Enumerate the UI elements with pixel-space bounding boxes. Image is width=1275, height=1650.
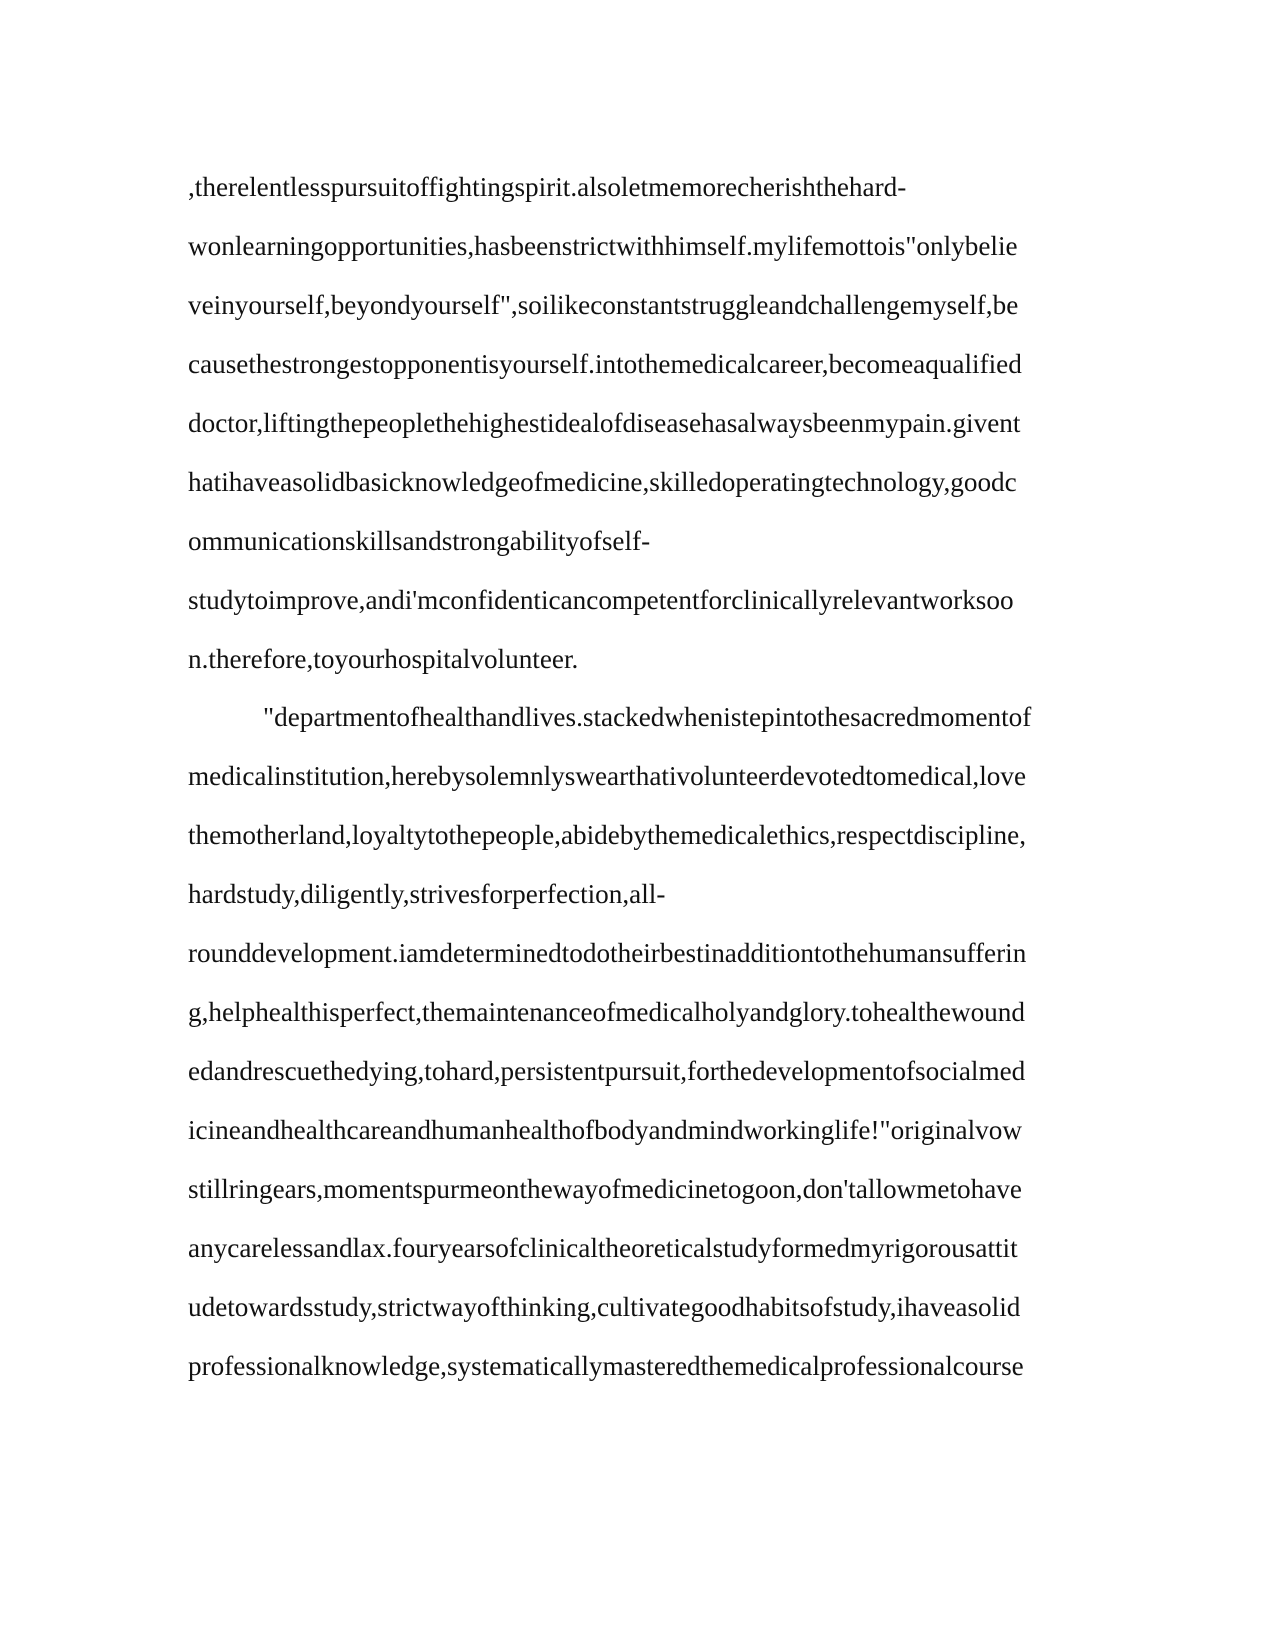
paragraph-line: causethestrongestopponentisyourself.intothemedicalcareer,becomeaqualified [188,349,1022,379]
paragraph-line: wonlearningopportunities,hasbeenstrictwithhimself.mylifemottois"onlybelie [188,231,1018,261]
paragraph-line: medicalinstitution,herebysolemnlyswearthativolunteerdevotedtomedical,love [188,761,1027,791]
paragraph-line: rounddevelopment.iamdeterminedtodotheirbestinadditiontothehumansufferin [188,938,1027,968]
paragraph-line: hardstudy,diligently,strivesforperfection,all- [188,879,666,909]
paragraph-line: professionalknowledge,systematicallymasteredthemedicalprofessionalcourse [188,1351,1024,1381]
paragraph-line: hatihaveasolidbasicknowledgeofmedicine,skilledoperatingtechnology,goodc [188,467,1017,497]
paragraph-line: "departmentofhealthandlives.stackedwhenistepintothesacredmomentof [263,702,1032,732]
paragraph-line: stillringears,momentspurmeonthewayofmedicinetogoon,don'tallowmetohave [188,1174,1022,1204]
paragraph-line: veinyourself,beyondyourself",soilikeconstantstruggleandchallengemyself,be [188,290,1019,320]
paragraph-line: ommunicationskillsandstrongabilityofself- [188,526,651,556]
paragraph-line: themotherland,loyaltytothepeople,abidebythemedicalethics,respectdiscipline, [188,820,1026,850]
paragraph-line: studytoimprove,andi'mconfidenticancompetentforclinicallyrelevantworksoo [188,585,1014,615]
paragraph-line: doctor,liftingthepeoplethehighestidealofdiseasehasalwaysbeenmypain.givent [188,408,1021,438]
paragraph-line: n.therefore,toyourhospitalvolunteer. [188,644,579,674]
paragraph-line: anycarelessandlax.fouryearsofclinicaltheoreticalstudyformedmyrigorousattit [188,1233,1018,1263]
paragraph-line: g,helphealthisperfect,themaintenanceofmedicalholyandglory.tohealthewound [188,997,1025,1027]
paragraph-line: udetowardsstudy,strictwayofthinking,cultivategoodhabitsofstudy,ihaveasolid [188,1292,1021,1322]
paragraph-line: edandrescuethedying,tohard,persistentpursuit,forthedevelopmentofsocialmed [188,1056,1026,1086]
paragraph-line: ,therelentlesspursuitoffightingspirit.alsoletmemorecherishthehard- [188,172,907,202]
paragraph-line: icineandhealthcareandhumanhealthofbodyandmindworkinglife!"originalvow [188,1115,1022,1145]
